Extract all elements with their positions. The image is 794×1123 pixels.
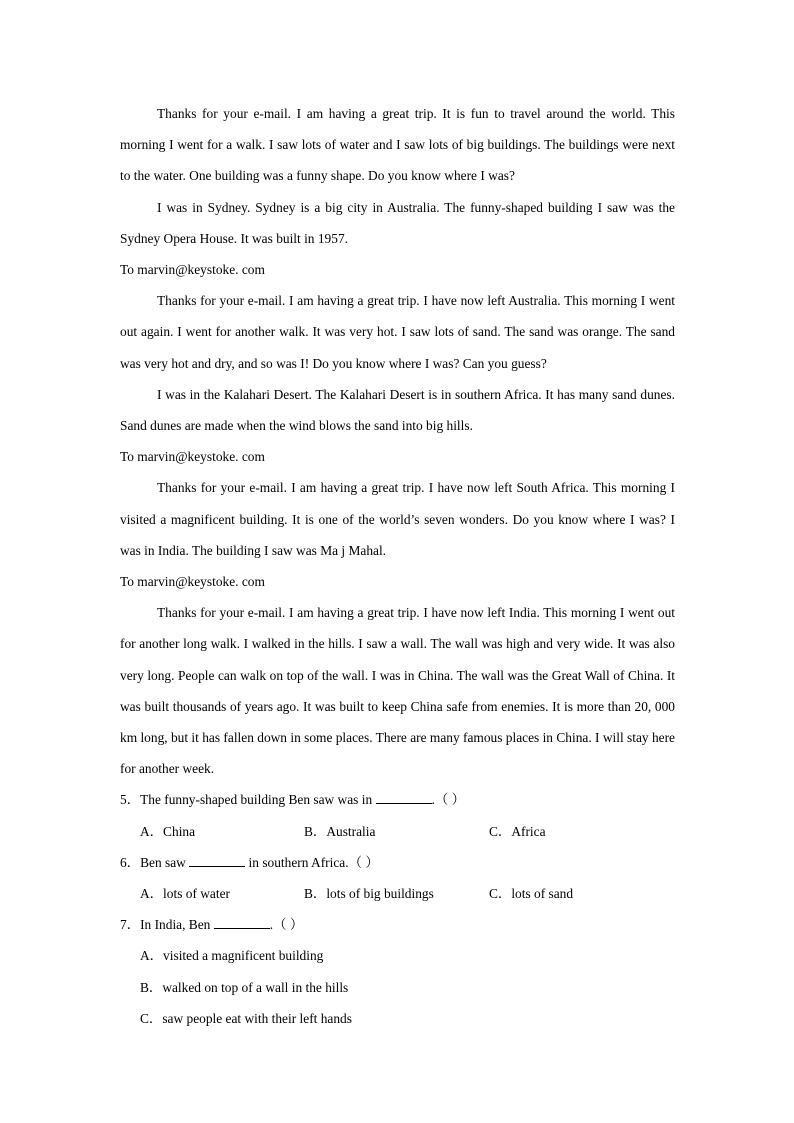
question-5 <box>120 784 675 815</box>
answer-blank <box>189 854 245 867</box>
question-7-stem: 7．In India, Ben <box>120 917 211 933</box>
answer-blank <box>376 791 432 804</box>
option-b: B．Australia <box>304 823 376 839</box>
option-c: C．lots of sand <box>489 886 574 902</box>
paragraph-6: Thanks for your e-mail. I am having a great trip. I have now left India. This morning I went out for another long walk. I walked in the hills. I saw a wall. The wall was high and very wide. It was also very long. People can walk on top of the wall. I was in China. The wall was the Great Wall of China. It was built thousands of years ago. It was built to keep China safe from enemies. It is more than 20, 000 km long, but it has fallen down in some places. There are many famous places in China. I will stay here for another week. <box>120 605 675 777</box>
paragraph-3: Thanks for your e-mail. I am having a great trip. I have now left Australia. This morning I went out again. I went for another walk. It was very hot. I saw lots of sand. The sand was orange. The sand was very hot and dry, and so was I! Do you know where I was? Can you guess? <box>120 293 675 371</box>
question-5-end: .（ ） <box>431 792 465 808</box>
paragraph-5: Thanks for your e-mail. I am having a great trip. I have now left South Africa. This morning I visited a magnificent building. It is one of the world’s seven wonders. Do you know where I was? I was in India. The building I saw was Ma j Mahal. <box>120 480 675 558</box>
option-b: B．lots of big buildings <box>304 886 434 902</box>
question-6 <box>120 847 675 878</box>
email-address-line-2: To marvin@keystoke. com <box>120 449 265 465</box>
question-6-end: in southern Africa.（ ） <box>245 854 379 870</box>
question-5-options <box>120 816 675 847</box>
paragraph-1: Thanks for your e-mail. I am having a great trip. It is fun to travel around the world. This morning I went for a walk. I saw lots of water and I saw lots of big buildings. The buildings were next to the water. One building was a funny shape. Do you know where I was? <box>120 106 675 184</box>
email-address-line-3: To marvin@keystoke. com <box>120 574 265 590</box>
option-b: B．walked on top of a wall in the hills <box>140 979 349 995</box>
option-c: C．Africa <box>489 823 546 839</box>
option-a: A．lots of water <box>140 886 230 902</box>
question-6-stem: 6．Ben saw <box>120 854 186 870</box>
option-c: C．saw people eat with their left hands <box>140 1010 352 1026</box>
question-6-options <box>120 878 675 909</box>
email-address-line-1: To marvin@keystoke. com <box>120 262 265 278</box>
paragraph-4: I was in the Kalahari Desert. The Kalahari Desert is in southern Africa. It has many sand dunes. Sand dunes are made when the wind blows the sand into big hills. <box>120 386 675 434</box>
option-a: A．visited a magnificent building <box>140 948 324 964</box>
paragraph-2: I was in Sydney. Sydney is a big city in Australia. The funny-shaped building I saw was the Sydney Opera House. It was built in 1957. <box>120 199 675 246</box>
question-7-end: .（ ） <box>269 917 304 933</box>
question-7 <box>120 909 675 940</box>
question-5-stem: 5．The funny-shaped building Ben saw was in <box>120 792 373 808</box>
option-a: A．China <box>140 823 196 839</box>
document-page <box>120 98 675 1034</box>
answer-blank <box>214 916 270 929</box>
